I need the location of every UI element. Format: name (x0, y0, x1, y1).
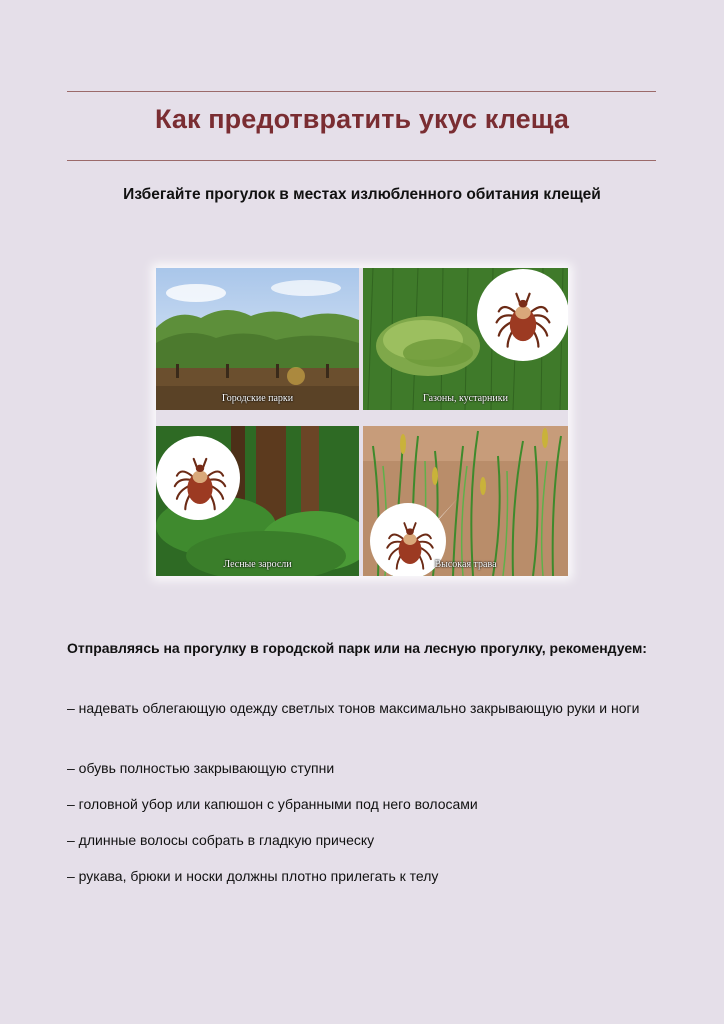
list-item: – обувь полностью закрывающую ступни (67, 760, 335, 776)
section-subtitle: Избегайте прогулок в местах излюбленного обитания клещей (123, 186, 601, 203)
list-item: – длинные волосы собрать в гладкую прическу (67, 832, 375, 848)
panel-label: Высокая трава (434, 559, 497, 570)
panel-lawns-bushes (363, 268, 568, 410)
list-item: – надевать облегающую одежду светлых тонов максимально закрывающую руки и ноги (67, 700, 640, 716)
list-item: – головной убор или капюшон с убранными под него волосами (67, 796, 478, 812)
panel-label: Лесные заросли (223, 559, 292, 570)
bottom-divider (67, 160, 656, 161)
panel-label: Газоны, кустарники (423, 393, 508, 404)
tick-habitats-illustration (156, 268, 568, 576)
panel-tall-grass (363, 426, 568, 576)
top-divider (67, 91, 656, 92)
page-title: Как предотвратить укус клеща (154, 104, 570, 134)
panel-city-parks (156, 268, 359, 410)
recommendations-intro: Отправляясь на прогулку в городской парк или на лесную прогулку, рекомендуем: (67, 640, 647, 656)
panel-label: Городские парки (221, 393, 294, 404)
list-item: – рукава, брюки и носки должны плотно прилегать к телу (67, 868, 439, 884)
panel-forest-thickets (156, 426, 359, 576)
